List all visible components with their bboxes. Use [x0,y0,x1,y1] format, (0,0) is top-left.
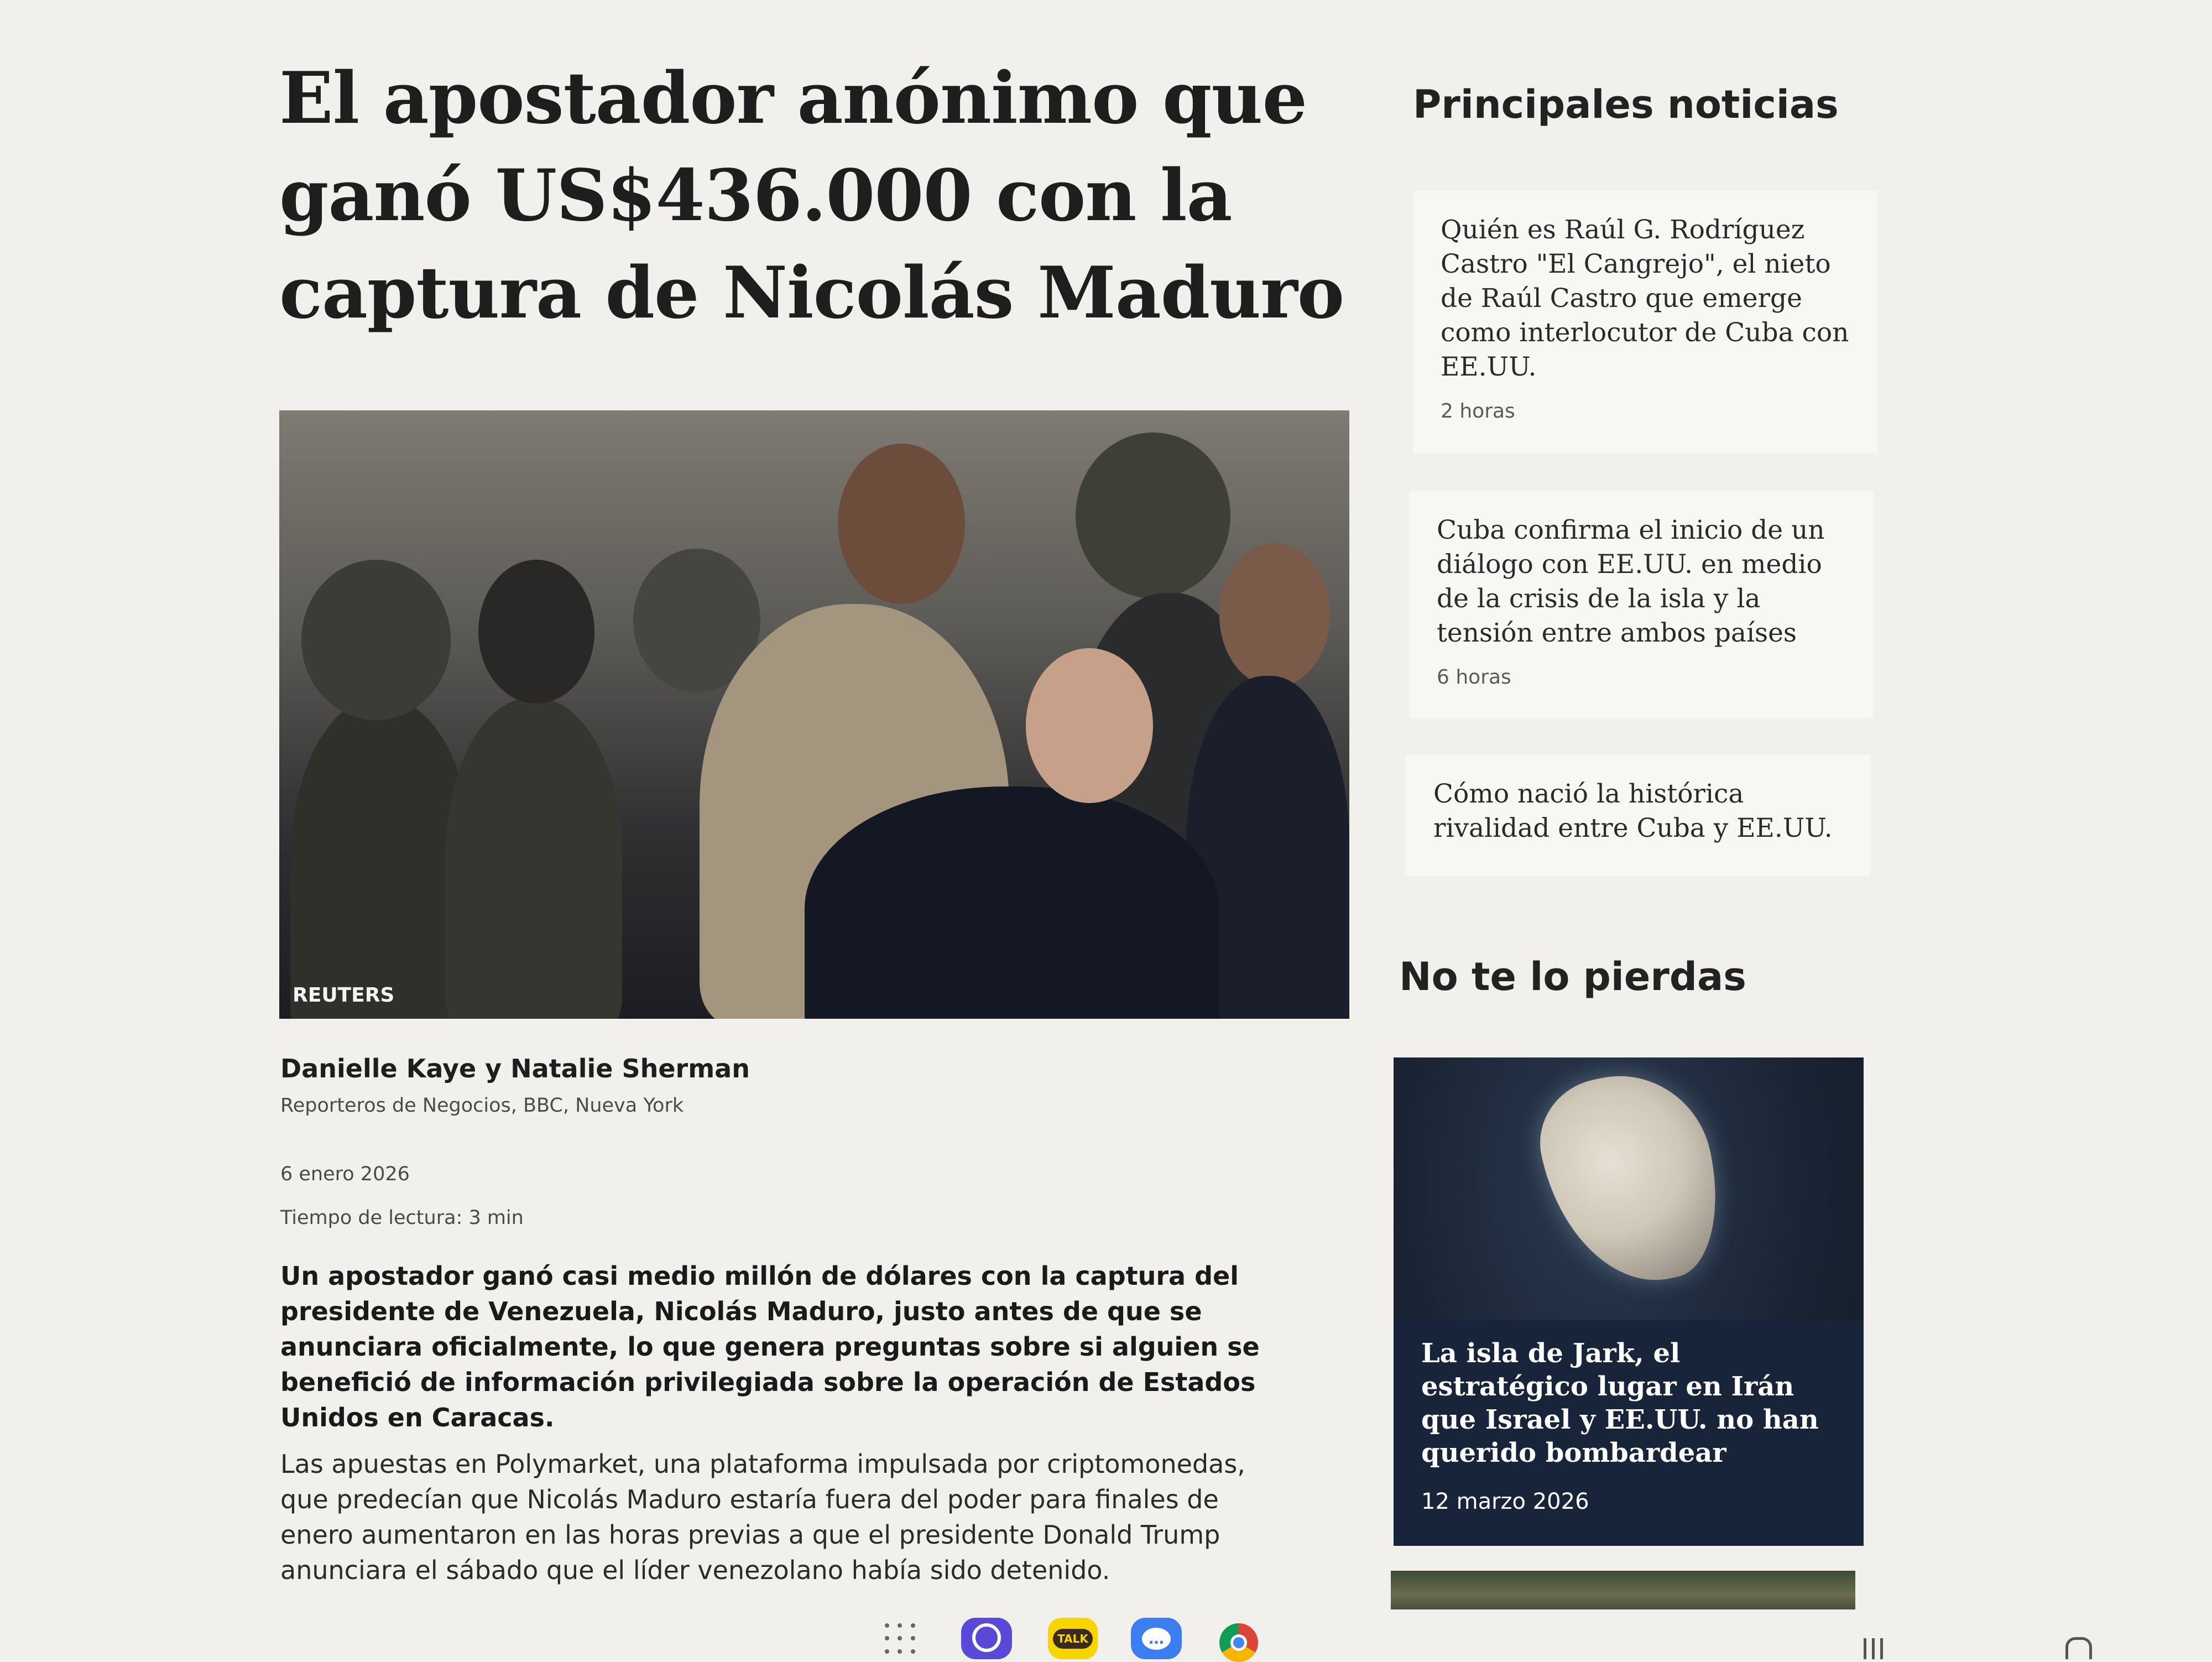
top-story-card-3[interactable] [1406,755,1870,876]
promo-card-next[interactable] [1391,1571,1855,1609]
promo-card[interactable] [1394,1057,1864,1546]
article-hero-image[interactable] [279,410,1349,1019]
author-role: Reporteros de Negocios, BBC, Nueva York [280,1095,684,1117]
article-date: 6 enero 2026 [280,1163,410,1185]
reading-time: Tiempo de lectura: 3 min [280,1207,524,1229]
helmet-silhouette [301,560,451,720]
headline-line-2: ganó US$436.000 con la [279,154,1232,237]
promo-date: 12 marzo 2026 [1421,1489,1589,1514]
head-silhouette [838,444,965,604]
recent-apps-icon[interactable] [1864,1638,1891,1659]
top-story-card-1[interactable] [1413,191,1877,454]
top-story-title[interactable]: Quién es Raúl G. Rodríguez Castro "El Cangrejo", el nieto de Raúl Castro que emerge como interlocutor de Cuba con EE.UU. [1441,215,1849,382]
top-story-time: 6 horas [1437,666,1511,689]
figure-silhouette-front [805,786,1219,1019]
image-credit: REUTERS [293,984,395,1007]
messages-bubble: … [1142,1628,1171,1650]
article-headline [279,50,1363,342]
article-authors[interactable]: Danielle Kaye y Natalie Sherman [280,1054,750,1083]
chrome-core [1230,1634,1247,1651]
browser-icon[interactable] [961,1618,1012,1659]
messages-icon[interactable] [1131,1618,1182,1659]
kakaotalk-icon[interactable] [1048,1618,1098,1659]
top-stories-title: Principales noticias [1413,82,1839,127]
top-story-title[interactable]: Cómo nació la histórica rivalidad entre Cuba y EE.UU. [1433,779,1833,843]
top-story-title[interactable]: Cuba confirma el inicio de un diálogo con EE.UU. en medio de la crisis de la isla y la tensión entre ambos países [1437,515,1825,648]
island-image [1528,1059,1734,1299]
head-silhouette [478,560,594,704]
talk-label: TALK [1053,1629,1093,1649]
headline-line-1: El apostador anónimo que [279,57,1307,140]
chrome-icon[interactable] [1219,1623,1258,1662]
head-silhouette [1219,543,1330,687]
top-story-card-2[interactable] [1409,491,1874,718]
byline [280,1054,1331,1117]
article-paragraph: Las apuestas en Polymarket, una plataforma impulsada por criptomonedas, que predecían que Nicolás Maduro estaría fuera del poder para finales de enero aumentaron en las horas previas a que el presidente Donald Trump anunciara el sábado que el líder venezolano había sido detenido. [280,1449,1245,1585]
headline-line-3: captura de Nicolás Maduro [279,252,1344,335]
helmet-silhouette [1076,433,1230,598]
article-header [279,50,1363,342]
home-icon[interactable] [2065,1637,2092,1659]
app-drawer-icon[interactable] [885,1623,918,1656]
figure-silhouette [445,698,622,1019]
browser-ring [972,1623,1001,1652]
top-story-time: 2 horas [1441,400,1515,423]
article-lead: Un apostador ganó casi medio millón de dólares con la captura del presidente de Venezuela, Nicolás Maduro, justo antes de que se anunciara oficialmente, lo que genera preguntas sobre si alguien se benefició de información privilegiada sobre la operación de Estados Unidos en Caracas. [280,1261,1260,1432]
promo-title[interactable]: La isla de Jark, el estratégico lugar en Irán que Israel y EE.UU. no han querido bombardear [1421,1338,1819,1468]
dont-miss-title: No te lo pierdas [1399,954,1746,999]
head-silhouette [1026,648,1153,803]
